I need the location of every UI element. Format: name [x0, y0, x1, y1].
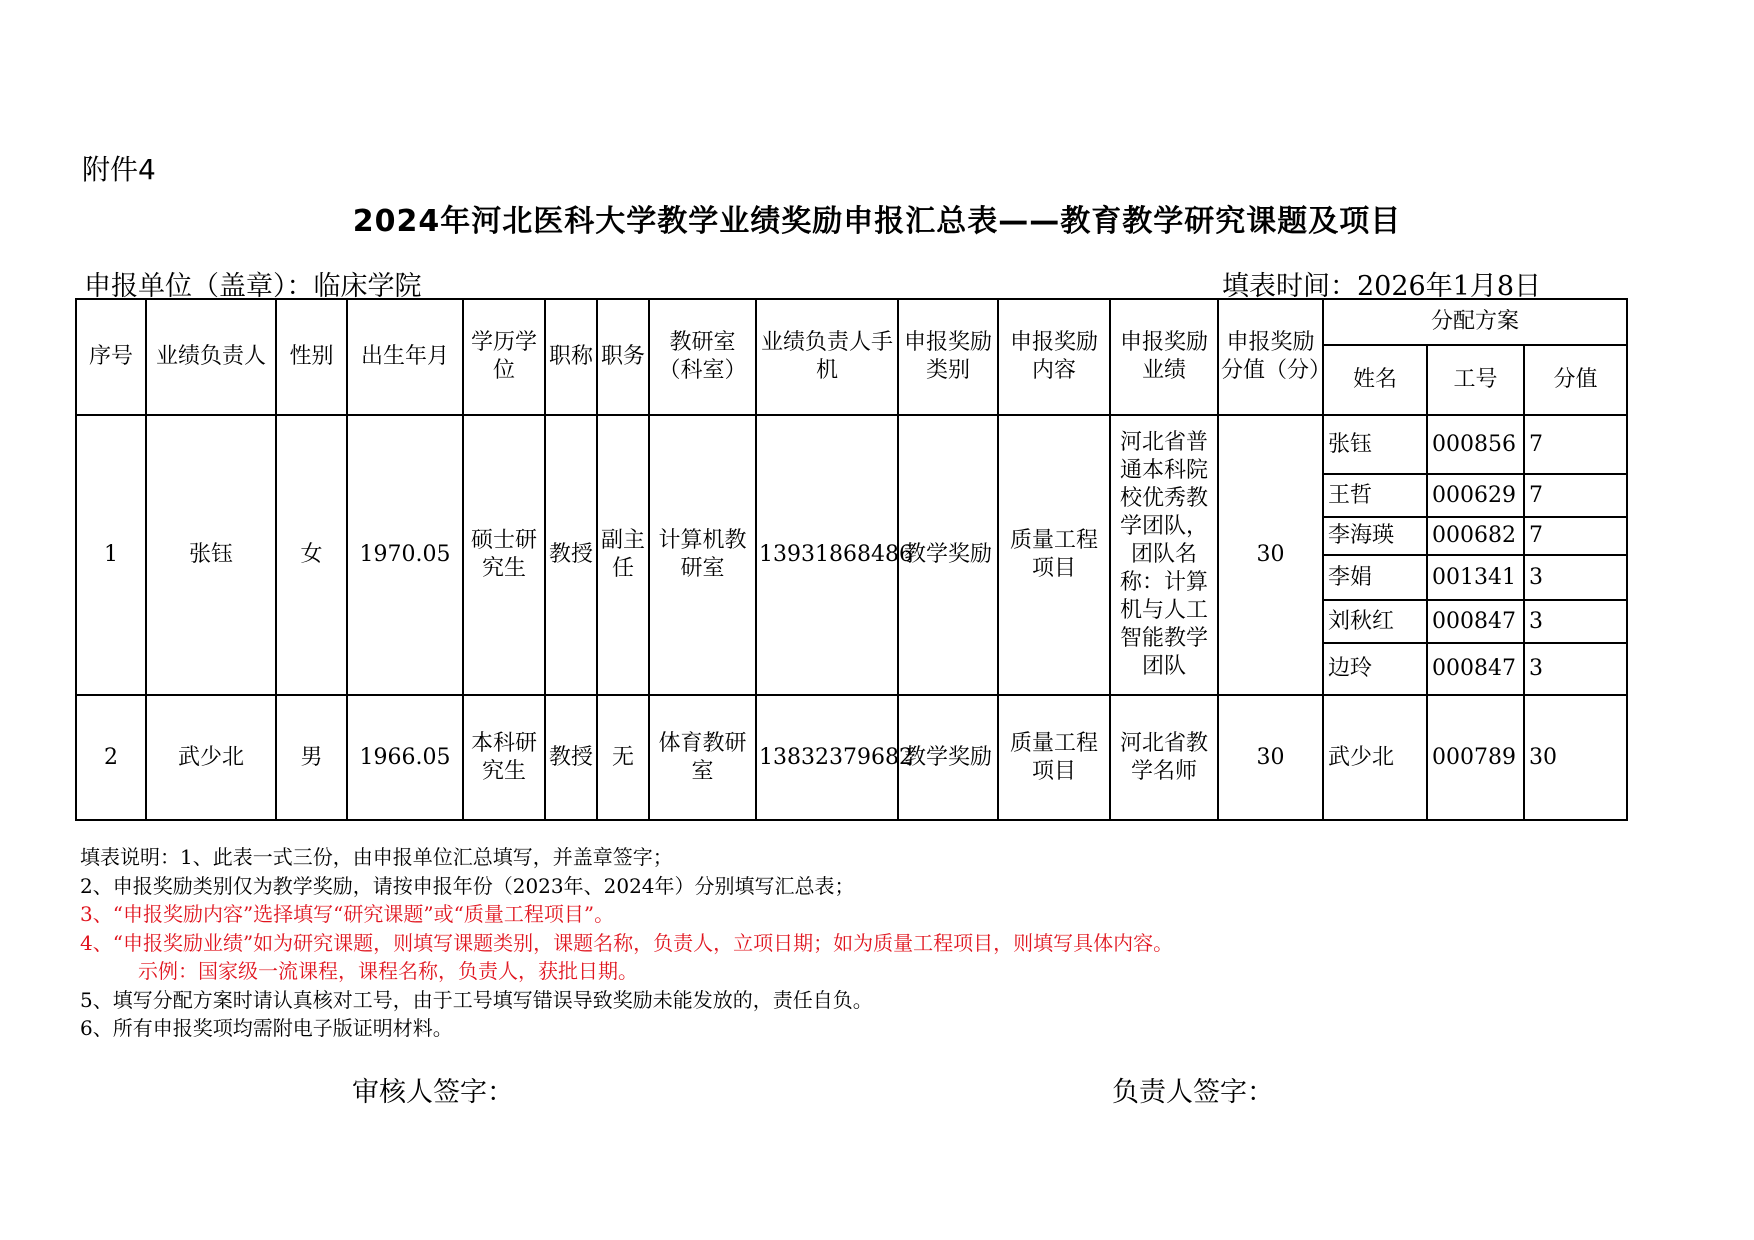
cell-award-content: 质量工程项目 [998, 415, 1110, 695]
alloc-score: 3 [1524, 600, 1627, 643]
cell-title: 教授 [545, 415, 597, 695]
alloc-name: 刘秋红 [1323, 600, 1427, 643]
cell-gender: 女 [276, 415, 347, 695]
note-line: 5、填写分配方案时请认真核对工号，由于工号填写错误导致奖励未能发放的，责任自负。 [80, 987, 873, 1012]
alloc-score: 3 [1524, 555, 1627, 600]
cell-seq: 1 [76, 415, 146, 695]
reviewer-signature: 审核人签字： [352, 1077, 514, 1108]
cell-birth: 1970.05 [347, 415, 463, 695]
header-allocation: 分配方案 [1323, 299, 1627, 345]
alloc-name: 李娟 [1323, 555, 1427, 600]
cell-seq: 2 [76, 695, 146, 820]
alloc-score: 30 [1524, 695, 1627, 820]
fill-instructions [80, 843, 1173, 1043]
cell-gender: 男 [276, 695, 347, 820]
alloc-id: 000682 [1427, 517, 1524, 555]
header-office: 教研室（科室） [649, 299, 756, 415]
alloc-id: 000789 [1427, 695, 1524, 820]
header-title: 职称 [545, 299, 597, 415]
alloc-name: 武少北 [1323, 695, 1427, 820]
note-line: 6、所有申报奖项均需附电子版证明材料。 [80, 1016, 453, 1040]
cell-degree: 硕士研究生 [463, 415, 545, 695]
header-gender: 性别 [276, 299, 347, 415]
header-phone: 业绩负责人手机 [756, 299, 898, 415]
note-line: 填表说明：1、此表一式三份，由申报单位汇总填写，并盖章签字； [80, 845, 673, 869]
header-position: 职务 [597, 299, 649, 415]
page-title: 2024年河北医科大学教学业绩奖励申报汇总表——教育教学研究课题及项目 [352, 204, 1402, 239]
alloc-id: 000629 [1427, 474, 1524, 517]
cell-position: 副主任 [597, 415, 649, 695]
header-award-achievement: 申报奖励业绩 [1110, 299, 1218, 415]
cell-leader: 张钰 [146, 415, 276, 695]
alloc-score: 3 [1524, 643, 1627, 695]
alloc-id: 000847 [1427, 643, 1524, 695]
cell-award-achievement: 河北省普通本科院校优秀教学团队，团队名称：计算机与人工智能教学团队 [1110, 415, 1218, 695]
alloc-name: 李海瑛 [1323, 517, 1427, 555]
alloc-id: 000847 [1427, 600, 1524, 643]
header-award-content: 申报奖励内容 [998, 299, 1110, 415]
cell-title: 教授 [545, 695, 597, 820]
cell-office: 体育教研室 [649, 695, 756, 820]
alloc-score: 7 [1524, 517, 1627, 555]
alloc-name: 王哲 [1323, 474, 1427, 517]
header-alloc-name: 姓名 [1323, 345, 1427, 415]
cell-phone: 13931868486 [756, 415, 898, 695]
table-row [76, 695, 1627, 820]
alloc-name: 边玲 [1323, 643, 1427, 695]
alloc-id: 001341 [1427, 555, 1524, 600]
cell-award-type: 教学奖励 [898, 695, 998, 820]
fill-date: 填表时间：2026年1月8日 [1222, 271, 1542, 302]
cell-phone: 13832379682 [756, 695, 898, 820]
cell-office: 计算机教研室 [649, 415, 756, 695]
cell-degree: 本科研究生 [463, 695, 545, 820]
cell-position: 无 [597, 695, 649, 820]
note-line: 3、“申报奖励内容”选择填写“研究课题”或“质量工程项目”。 [80, 902, 615, 926]
table-row [76, 415, 1627, 474]
header-award-type: 申报奖励类别 [898, 299, 998, 415]
cell-award-score: 30 [1218, 415, 1323, 695]
alloc-score: 7 [1524, 415, 1627, 474]
cell-award-type: 教学奖励 [898, 415, 998, 695]
reporting-unit: 申报单位（盖章）：临床学院 [84, 271, 422, 302]
header-seq: 序号 [76, 299, 146, 415]
summary-table [75, 298, 1628, 821]
cell-award-score: 30 [1218, 695, 1323, 820]
header-leader: 业绩负责人 [146, 299, 276, 415]
leader-signature: 负责人签字： [1112, 1077, 1274, 1108]
alloc-name: 张钰 [1323, 415, 1427, 474]
alloc-score: 7 [1524, 474, 1627, 517]
header-degree: 学历学位 [463, 299, 545, 415]
cell-award-content: 质量工程项目 [998, 695, 1110, 820]
header-award-score: 申报奖励分值（分） [1218, 299, 1323, 415]
cell-birth: 1966.05 [347, 695, 463, 820]
cell-award-achievement: 河北省教学名师 [1110, 695, 1218, 820]
alloc-id: 000856 [1427, 415, 1524, 474]
header-birth: 出生年月 [347, 299, 463, 415]
cell-leader: 武少北 [146, 695, 276, 820]
header-alloc-id: 工号 [1427, 345, 1524, 415]
note-line: 4、“申报奖励业绩”如为研究课题，则填写课题类别，课题名称，负责人，立项日期；如为质量工程项目，则填写具体内容。 [80, 930, 1174, 955]
attachment-label: 附件4 [82, 153, 156, 186]
note-line: 2、申报奖励类别仅为教学奖励，请按申报年份（2023年、2024年）分别填写汇总表； [80, 873, 855, 898]
note-line: 示例：国家级一流课程，课程名称，负责人，获批日期。 [138, 959, 638, 983]
header-alloc-score: 分值 [1524, 345, 1627, 415]
